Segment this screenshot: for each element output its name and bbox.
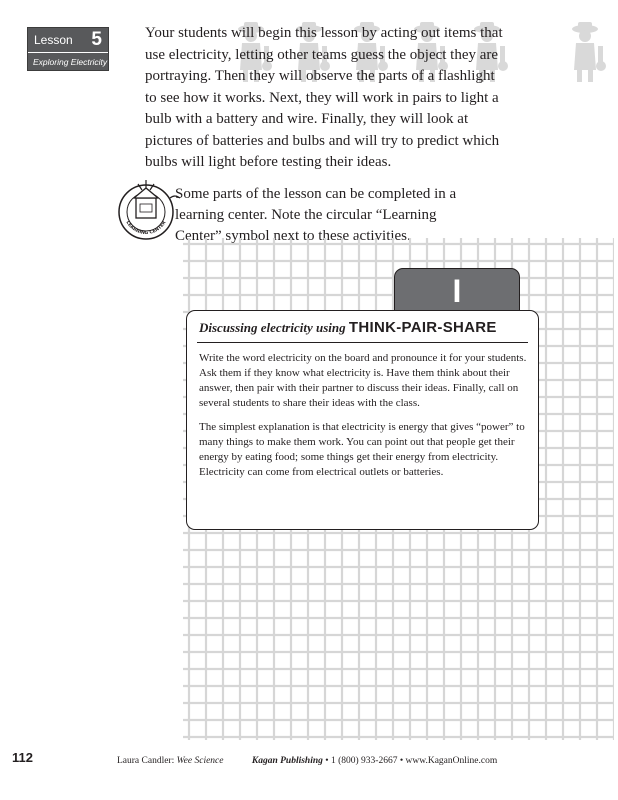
section-numeral: I <box>452 273 462 309</box>
lesson-label: Lesson <box>34 33 73 47</box>
page-footer <box>117 756 497 766</box>
activity-title-prefix: Discussing electricity using <box>199 320 346 335</box>
lesson-badge <box>27 27 109 71</box>
activity-title <box>199 319 497 336</box>
lesson-intro-paragraph: Your students will begin this lesson by acting out items that use electricity, letting other teams guess the object they are portraying. Then they will observe the parts of a flashlight to see how it works. Next, they will work in pairs to light a bulb with a battery and wire. Finally, they will look at pictures of batteries and bulbs and will try to predict which bulbs will light before testing their ideas. <box>145 25 503 170</box>
svg-text:LEARNING CENTER: LEARNING CENTER <box>124 220 168 237</box>
activity-paragraph: Write the word electricity on the board and pronounce it for your students. Ask them if they know what electricity is. Have them think about their answer, then pair with their partner to discuss their ideas. Finally, call on several students to share their ideas with the class. <box>199 352 527 409</box>
footer-book-title: Wee Science <box>176 756 224 766</box>
footer-contact: • 1 (800) 933-2667 • www.KaganOnline.com <box>322 756 498 766</box>
scientist-figure <box>572 22 606 82</box>
activity-body <box>199 351 527 489</box>
learning-center-icon <box>112 176 180 244</box>
activity-paragraph: The simplest explanation is that electricity is energy that gives “power” to many things to make them work. You can point out that people get their energy by eating food; some things get their energy from electricity. Electricity can come from electrical outlets or batteries. <box>199 421 525 478</box>
activity-card <box>186 310 539 530</box>
footer-author: Laura Candler: <box>117 756 175 766</box>
lesson-number: 5 <box>91 29 102 50</box>
lesson-subtitle: Exploring Electricity <box>33 57 108 67</box>
learning-center-note: Some parts of the lesson can be completed in a learning center. Note the circular “Learning Center” symbol next to these activities. <box>175 186 457 244</box>
page-number: 112 <box>12 750 33 765</box>
footer-publisher: Kagan Publishing <box>251 756 323 766</box>
title-underline <box>197 342 528 343</box>
activity-strategy-name: THINK-PAIR-SHARE <box>348 319 497 336</box>
